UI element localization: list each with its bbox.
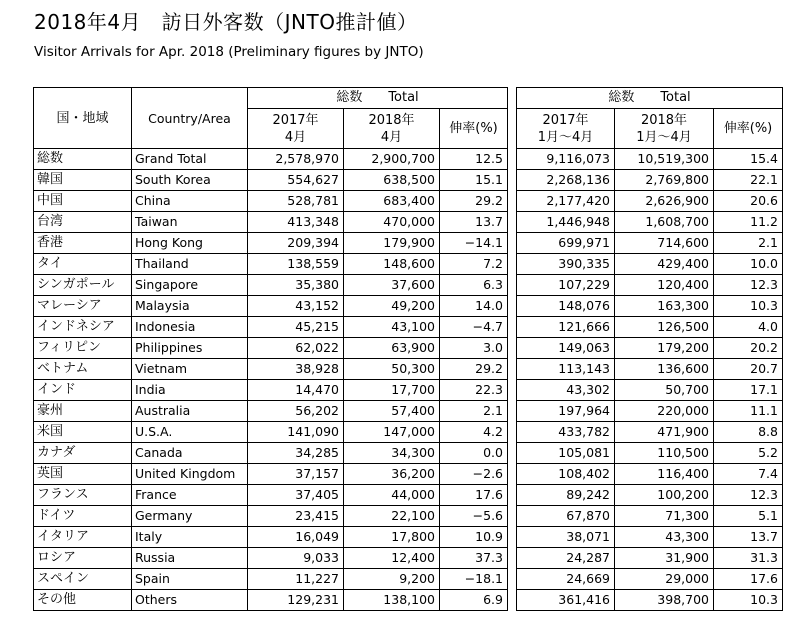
- column-gap: [508, 296, 517, 317]
- cell-region-ja: カナダ: [34, 443, 132, 464]
- table-row: [34, 485, 783, 506]
- cell-month-growth: 22.3: [440, 380, 508, 401]
- cell-ytd-2017: 149,063: [517, 338, 615, 359]
- column-gap: [508, 359, 517, 380]
- cell-month-growth: 0.0: [440, 443, 508, 464]
- cell-ytd-2018: 714,600: [615, 233, 714, 254]
- header-month-2018: [344, 109, 440, 149]
- cell-month-growth: 6.3: [440, 275, 508, 296]
- table-row: [34, 464, 783, 485]
- cell-month-2018: 34,300: [344, 443, 440, 464]
- cell-ytd-2017: 197,964: [517, 401, 615, 422]
- cell-ytd-2017: 24,287: [517, 548, 615, 569]
- header-ytd-2017-year: 2017年: [542, 112, 589, 128]
- column-gap: [508, 422, 517, 443]
- cell-ytd-growth: 10.3: [714, 590, 783, 611]
- cell-month-2018: 22,100: [344, 506, 440, 527]
- cell-country-en: United Kingdom: [132, 464, 248, 485]
- cell-country-en: Malaysia: [132, 296, 248, 317]
- cell-region-ja: ベトナム: [34, 359, 132, 380]
- cell-month-2017: 11,227: [248, 569, 344, 590]
- cell-ytd-growth: 7.4: [714, 464, 783, 485]
- cell-ytd-2018: 116,400: [615, 464, 714, 485]
- cell-ytd-2017: 108,402: [517, 464, 615, 485]
- cell-month-2017: 56,202: [248, 401, 344, 422]
- header-month-2018-period: 4月: [380, 129, 403, 145]
- cell-country-en: Others: [132, 590, 248, 611]
- column-gap: [508, 88, 517, 149]
- cell-month-growth: 10.9: [440, 527, 508, 548]
- cell-ytd-2017: 38,071: [517, 527, 615, 548]
- cell-ytd-2017: 24,669: [517, 569, 615, 590]
- cell-ytd-2018: 398,700: [615, 590, 714, 611]
- cell-ytd-growth: 20.6: [714, 191, 783, 212]
- cell-ytd-growth: 20.7: [714, 359, 783, 380]
- cell-region-ja: インド: [34, 380, 132, 401]
- cell-region-ja: ロシア: [34, 548, 132, 569]
- cell-month-2018: 138,100: [344, 590, 440, 611]
- header-month-2017: [248, 109, 344, 149]
- cell-month-growth: 17.6: [440, 485, 508, 506]
- header-ytd-2017: [517, 109, 615, 149]
- cell-month-growth: −14.1: [440, 233, 508, 254]
- cell-month-growth: 2.1: [440, 401, 508, 422]
- cell-region-ja: 韓国: [34, 170, 132, 191]
- cell-month-growth: 7.2: [440, 254, 508, 275]
- cell-ytd-2017: 2,177,420: [517, 191, 615, 212]
- cell-month-2017: 16,049: [248, 527, 344, 548]
- column-gap: [508, 233, 517, 254]
- cell-region-ja: 米国: [34, 422, 132, 443]
- header-month-2018-year: 2018年: [368, 112, 415, 128]
- cell-country-en: Canada: [132, 443, 248, 464]
- cell-country-en: Grand Total: [132, 149, 248, 170]
- cell-ytd-2018: 163,300: [615, 296, 714, 317]
- column-gap: [508, 338, 517, 359]
- cell-ytd-2018: 126,500: [615, 317, 714, 338]
- column-gap: [508, 170, 517, 191]
- header-month-2017-period: 4月: [284, 129, 307, 145]
- table-row: [34, 401, 783, 422]
- cell-month-2017: 23,415: [248, 506, 344, 527]
- cell-month-2017: 413,348: [248, 212, 344, 233]
- cell-ytd-growth: 12.3: [714, 275, 783, 296]
- table-body: [34, 149, 783, 611]
- cell-country-en: Indonesia: [132, 317, 248, 338]
- cell-region-ja: ドイツ: [34, 506, 132, 527]
- column-gap: [508, 401, 517, 422]
- cell-ytd-growth: 20.2: [714, 338, 783, 359]
- cell-region-ja: スペイン: [34, 569, 132, 590]
- cell-month-2017: 35,380: [248, 275, 344, 296]
- cell-country-en: Philippines: [132, 338, 248, 359]
- cell-ytd-2018: 179,200: [615, 338, 714, 359]
- cell-ytd-2018: 10,519,300: [615, 149, 714, 170]
- header-ytd-2018: [615, 109, 714, 149]
- cell-ytd-2017: 1,446,948: [517, 212, 615, 233]
- visitor-arrivals-table: [33, 87, 783, 611]
- cell-ytd-2017: 107,229: [517, 275, 615, 296]
- cell-month-2017: 34,285: [248, 443, 344, 464]
- table-row: [34, 191, 783, 212]
- cell-ytd-2017: 2,268,136: [517, 170, 615, 191]
- column-gap: [508, 485, 517, 506]
- cell-month-growth: 3.0: [440, 338, 508, 359]
- cell-country-en: Vietnam: [132, 359, 248, 380]
- cell-country-en: Hong Kong: [132, 233, 248, 254]
- table-row: [34, 317, 783, 338]
- cell-ytd-2018: 220,000: [615, 401, 714, 422]
- cell-ytd-2017: 699,971: [517, 233, 615, 254]
- cell-ytd-growth: 11.1: [714, 401, 783, 422]
- cell-month-growth: −2.6: [440, 464, 508, 485]
- cell-country-en: Germany: [132, 506, 248, 527]
- cell-month-2017: 37,405: [248, 485, 344, 506]
- table-row: [34, 296, 783, 317]
- header-region-ja: 国・地域: [34, 88, 132, 149]
- cell-month-2018: 43,100: [344, 317, 440, 338]
- cell-month-growth: 37.3: [440, 548, 508, 569]
- table-row: [34, 359, 783, 380]
- column-gap: [508, 191, 517, 212]
- header-group-ytd: 総数 Total: [517, 88, 783, 109]
- header-ytd-2018-period: 1月～4月: [636, 129, 692, 145]
- cell-region-ja: 台湾: [34, 212, 132, 233]
- table-row: [34, 569, 783, 590]
- cell-country-en: Australia: [132, 401, 248, 422]
- column-gap: [508, 317, 517, 338]
- table-row: [34, 233, 783, 254]
- cell-ytd-2018: 100,200: [615, 485, 714, 506]
- cell-region-ja: 英国: [34, 464, 132, 485]
- cell-month-2017: 43,152: [248, 296, 344, 317]
- column-gap: [508, 569, 517, 590]
- table-row: [34, 590, 783, 611]
- cell-ytd-growth: 5.2: [714, 443, 783, 464]
- column-gap: [508, 254, 517, 275]
- header-row-group: [34, 88, 783, 109]
- cell-month-2018: 63,900: [344, 338, 440, 359]
- cell-month-2018: 683,400: [344, 191, 440, 212]
- column-gap: [508, 149, 517, 170]
- cell-month-2018: 638,500: [344, 170, 440, 191]
- header-ytd-2017-period: 1月～4月: [537, 129, 594, 145]
- cell-month-growth: 4.2: [440, 422, 508, 443]
- cell-ytd-growth: 4.0: [714, 317, 783, 338]
- cell-country-en: China: [132, 191, 248, 212]
- cell-month-2017: 14,470: [248, 380, 344, 401]
- cell-ytd-growth: 12.3: [714, 485, 783, 506]
- cell-region-ja: タイ: [34, 254, 132, 275]
- header-group-month: 総数 Total: [248, 88, 508, 109]
- cell-ytd-2017: 390,335: [517, 254, 615, 275]
- cell-month-growth: 29.2: [440, 359, 508, 380]
- table-row: [34, 212, 783, 233]
- cell-ytd-2018: 2,769,800: [615, 170, 714, 191]
- cell-ytd-2017: 361,416: [517, 590, 615, 611]
- cell-ytd-2018: 1,608,700: [615, 212, 714, 233]
- cell-ytd-2017: 9,116,073: [517, 149, 615, 170]
- table-row: [34, 170, 783, 191]
- cell-ytd-growth: 11.2: [714, 212, 783, 233]
- cell-month-2018: 470,000: [344, 212, 440, 233]
- cell-ytd-2017: 433,782: [517, 422, 615, 443]
- cell-region-ja: 豪州: [34, 401, 132, 422]
- cell-region-ja: フィリピン: [34, 338, 132, 359]
- cell-region-ja: シンガポール: [34, 275, 132, 296]
- cell-month-2018: 17,700: [344, 380, 440, 401]
- cell-month-2017: 2,578,970: [248, 149, 344, 170]
- cell-country-en: Taiwan: [132, 212, 248, 233]
- cell-month-2018: 147,000: [344, 422, 440, 443]
- cell-month-2018: 36,200: [344, 464, 440, 485]
- cell-month-2017: 129,231: [248, 590, 344, 611]
- cell-ytd-growth: 17.1: [714, 380, 783, 401]
- cell-ytd-2017: 105,081: [517, 443, 615, 464]
- cell-region-ja: 香港: [34, 233, 132, 254]
- cell-month-2018: 57,400: [344, 401, 440, 422]
- cell-region-ja: 中国: [34, 191, 132, 212]
- cell-month-2018: 49,200: [344, 296, 440, 317]
- cell-ytd-2018: 110,500: [615, 443, 714, 464]
- table-row: [34, 443, 783, 464]
- page-subtitle: Visitor Arrivals for Apr. 2018 (Preliminary figures by JNTO): [34, 44, 424, 60]
- cell-region-ja: その他: [34, 590, 132, 611]
- cell-month-growth: −5.6: [440, 506, 508, 527]
- cell-month-2018: 9,200: [344, 569, 440, 590]
- cell-month-2017: 141,090: [248, 422, 344, 443]
- cell-month-2018: 17,800: [344, 527, 440, 548]
- cell-ytd-growth: 13.7: [714, 527, 783, 548]
- table-row: [34, 422, 783, 443]
- cell-region-ja: マレーシア: [34, 296, 132, 317]
- page-title: 2018年4月 訪日外客数（JNTO推計値）: [34, 10, 418, 34]
- cell-month-growth: −18.1: [440, 569, 508, 590]
- cell-ytd-growth: 31.3: [714, 548, 783, 569]
- cell-ytd-2018: 471,900: [615, 422, 714, 443]
- table-row: [34, 527, 783, 548]
- table-row: [34, 338, 783, 359]
- cell-ytd-2018: 29,000: [615, 569, 714, 590]
- cell-month-2018: 12,400: [344, 548, 440, 569]
- cell-month-2017: 528,781: [248, 191, 344, 212]
- cell-month-2018: 148,600: [344, 254, 440, 275]
- cell-month-2018: 50,300: [344, 359, 440, 380]
- column-gap: [508, 506, 517, 527]
- table-row: [34, 380, 783, 401]
- cell-month-growth: 12.5: [440, 149, 508, 170]
- cell-month-2018: 44,000: [344, 485, 440, 506]
- cell-ytd-2018: 2,626,900: [615, 191, 714, 212]
- cell-ytd-2017: 67,870: [517, 506, 615, 527]
- column-gap: [508, 464, 517, 485]
- cell-ytd-growth: 17.6: [714, 569, 783, 590]
- cell-country-en: Spain: [132, 569, 248, 590]
- table-row: [34, 548, 783, 569]
- cell-ytd-growth: 15.4: [714, 149, 783, 170]
- table-row: [34, 506, 783, 527]
- column-gap: [508, 590, 517, 611]
- cell-ytd-2018: 31,900: [615, 548, 714, 569]
- cell-region-ja: フランス: [34, 485, 132, 506]
- cell-month-growth: 14.0: [440, 296, 508, 317]
- column-gap: [508, 443, 517, 464]
- cell-month-2017: 37,157: [248, 464, 344, 485]
- cell-month-2017: 38,928: [248, 359, 344, 380]
- cell-region-ja: インドネシア: [34, 317, 132, 338]
- cell-region-ja: イタリア: [34, 527, 132, 548]
- column-gap: [508, 212, 517, 233]
- cell-ytd-growth: 2.1: [714, 233, 783, 254]
- cell-month-2017: 554,627: [248, 170, 344, 191]
- cell-month-2017: 209,394: [248, 233, 344, 254]
- column-gap: [508, 380, 517, 401]
- cell-month-2017: 138,559: [248, 254, 344, 275]
- header-country-area: Country/Area: [132, 88, 248, 149]
- cell-ytd-growth: 10.3: [714, 296, 783, 317]
- column-gap: [508, 548, 517, 569]
- cell-month-2017: 9,033: [248, 548, 344, 569]
- cell-ytd-2017: 148,076: [517, 296, 615, 317]
- cell-ytd-2018: 429,400: [615, 254, 714, 275]
- cell-country-en: South Korea: [132, 170, 248, 191]
- table-row: [34, 275, 783, 296]
- cell-ytd-2018: 43,300: [615, 527, 714, 548]
- cell-ytd-growth: 8.8: [714, 422, 783, 443]
- cell-country-en: France: [132, 485, 248, 506]
- cell-country-en: Russia: [132, 548, 248, 569]
- cell-ytd-2017: 43,302: [517, 380, 615, 401]
- cell-month-2017: 62,022: [248, 338, 344, 359]
- header-month-2017-year: 2017年: [272, 112, 319, 128]
- cell-ytd-growth: 10.0: [714, 254, 783, 275]
- cell-ytd-growth: 22.1: [714, 170, 783, 191]
- cell-country-en: Italy: [132, 527, 248, 548]
- header-ytd-2018-year: 2018年: [640, 112, 688, 128]
- header-month-growth: 伸率(%): [440, 109, 508, 149]
- cell-ytd-2017: 113,143: [517, 359, 615, 380]
- cell-month-growth: −4.7: [440, 317, 508, 338]
- cell-month-2018: 2,900,700: [344, 149, 440, 170]
- cell-month-growth: 6.9: [440, 590, 508, 611]
- header-ytd-growth: 伸率(%): [714, 109, 783, 149]
- cell-ytd-growth: 5.1: [714, 506, 783, 527]
- cell-ytd-2018: 71,300: [615, 506, 714, 527]
- cell-country-en: Singapore: [132, 275, 248, 296]
- cell-ytd-2017: 89,242: [517, 485, 615, 506]
- cell-month-growth: 29.2: [440, 191, 508, 212]
- cell-month-2018: 179,900: [344, 233, 440, 254]
- cell-month-2018: 37,600: [344, 275, 440, 296]
- cell-region-ja: 総数: [34, 149, 132, 170]
- table-row: [34, 254, 783, 275]
- cell-country-en: India: [132, 380, 248, 401]
- cell-month-growth: 13.7: [440, 212, 508, 233]
- cell-month-growth: 15.1: [440, 170, 508, 191]
- column-gap: [508, 527, 517, 548]
- cell-ytd-2017: 121,666: [517, 317, 615, 338]
- table-row: [34, 149, 783, 170]
- cell-ytd-2018: 50,700: [615, 380, 714, 401]
- cell-ytd-2018: 120,400: [615, 275, 714, 296]
- cell-month-2017: 45,215: [248, 317, 344, 338]
- cell-country-en: U.S.A.: [132, 422, 248, 443]
- column-gap: [508, 275, 517, 296]
- cell-country-en: Thailand: [132, 254, 248, 275]
- cell-ytd-2018: 136,600: [615, 359, 714, 380]
